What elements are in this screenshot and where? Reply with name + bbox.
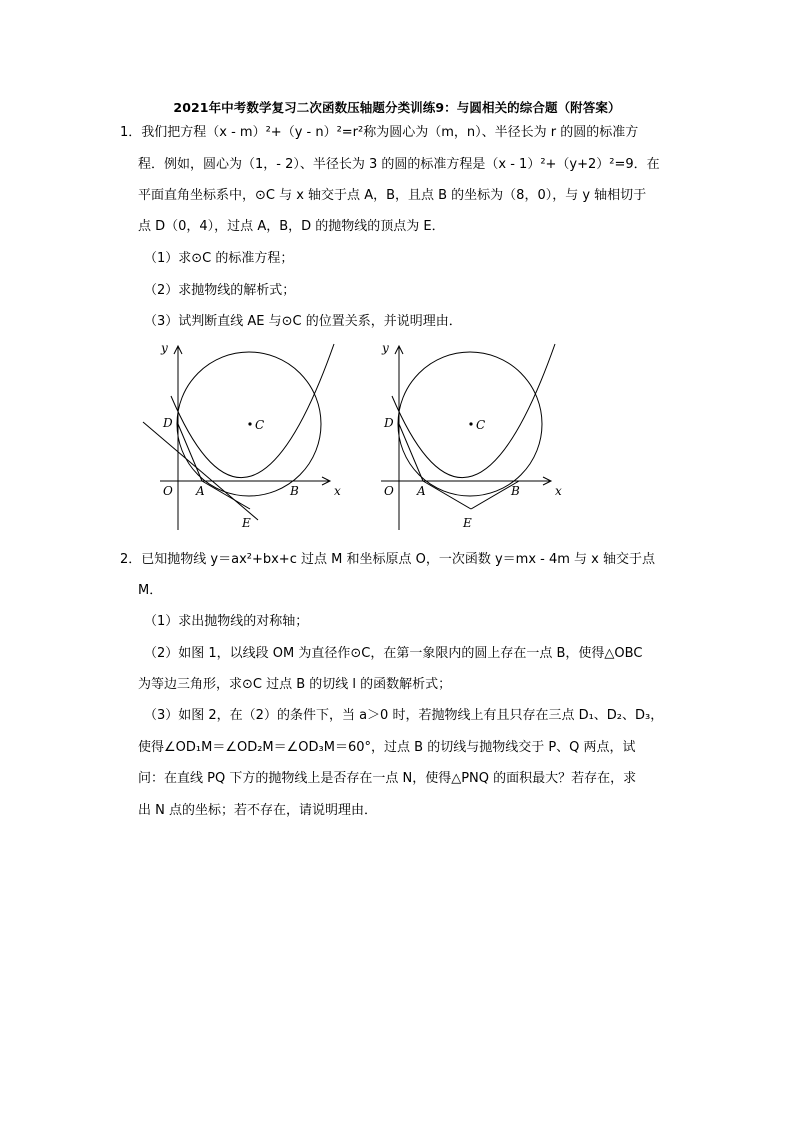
segment-da <box>399 424 423 481</box>
q2-part-2-cont: 为等边三角形，求⊙C 过点 B 的切线 l 的函数解析式； <box>138 677 452 692</box>
segment-ae <box>423 481 471 509</box>
q2-part-3-cont-1: 使得∠OD₁M＝∠OD₂M＝∠OD₃M＝60°，过点 B 的切线与抛物线交于 P、Q 两点，试 <box>138 740 636 755</box>
segment-ae <box>202 481 250 509</box>
label-d: D <box>163 416 173 430</box>
q1-figure-left <box>138 338 344 538</box>
center-point <box>469 422 472 425</box>
label-y: y <box>161 341 168 355</box>
q2-line-2: M． <box>138 583 163 598</box>
label-c: C <box>476 418 486 432</box>
q2-part-2: （2）如图 1，以线段 OM 为直径作⊙C，在第一象限内的圆上存在一点 B，使得△OBC <box>144 646 643 661</box>
label-b: B <box>511 484 520 498</box>
label-a: A <box>417 484 426 498</box>
q1-part-1: （1）求⊙C 的标准方程； <box>144 251 294 266</box>
q2-part-3-cont-3: 出 N 点的坐标；若不存在，请说明理由． <box>138 803 377 818</box>
label-a: A <box>196 484 205 498</box>
q1-line-2: 程．例如，圆心为（1，- 2）、半径长为 3 的圆的标准方程是（x - 1）²+（y+2）²=9．在 <box>138 157 660 172</box>
q1-figure-right <box>359 338 565 538</box>
q1-part-3: （3）试判断直线 AE 与⊙C 的位置关系，并说明理由． <box>144 314 462 329</box>
label-d: D <box>384 416 394 430</box>
label-e: E <box>463 516 472 530</box>
q2-part-3: （3）如图 2，在（2）的条件下，当 a＞0 时，若抛物线上有且只存在三点 D₁、D₂、D₃， <box>144 708 664 723</box>
label-x: x <box>555 484 562 498</box>
label-o: O <box>384 484 394 498</box>
q1-line-4: 点 D（0，4），过点 A，B，D 的抛物线的顶点为 E． <box>138 219 445 234</box>
label-b: B <box>290 484 299 498</box>
center-point <box>248 422 251 425</box>
label-o: O <box>163 484 173 498</box>
q1-part-2: （2）求抛物线的解析式； <box>144 283 296 298</box>
segment-da <box>178 424 202 481</box>
label-x: x <box>334 484 341 498</box>
parabola <box>392 344 555 478</box>
line-ae <box>143 422 258 520</box>
parabola <box>171 344 334 478</box>
q1-line-3: 平面直角坐标系中，⊙C 与 x 轴交于点 A，B，且点 B 的坐标为（8，0），与 y 轴相切于 <box>138 188 647 203</box>
page-title: 2021年中考数学复习二次函数压轴题分类训练9：与圆相关的综合题（附答案） <box>173 100 621 115</box>
q2-part-1: （1）求出抛物线的对称轴； <box>144 614 309 629</box>
label-y: y <box>382 341 389 355</box>
label-c: C <box>255 418 265 432</box>
label-e: E <box>242 516 251 530</box>
q2-line-1: 2．已知抛物线 y＝ax²+bx+c 过点 M 和坐标原点 O，一次函数 y＝mx - 4m 与 x 轴交于点 <box>120 552 655 567</box>
q1-line-1: 1．我们把方程（x - m）²+（y - n）²=r²称为圆心为（m，n）、半径长为 r 的圆的标准方 <box>120 125 639 140</box>
q2-part-3-cont-2: 问：在直线 PQ 下方的抛物线上是否存在一点 N，使得△PNQ 的面积最大？若存在，求 <box>138 771 637 786</box>
